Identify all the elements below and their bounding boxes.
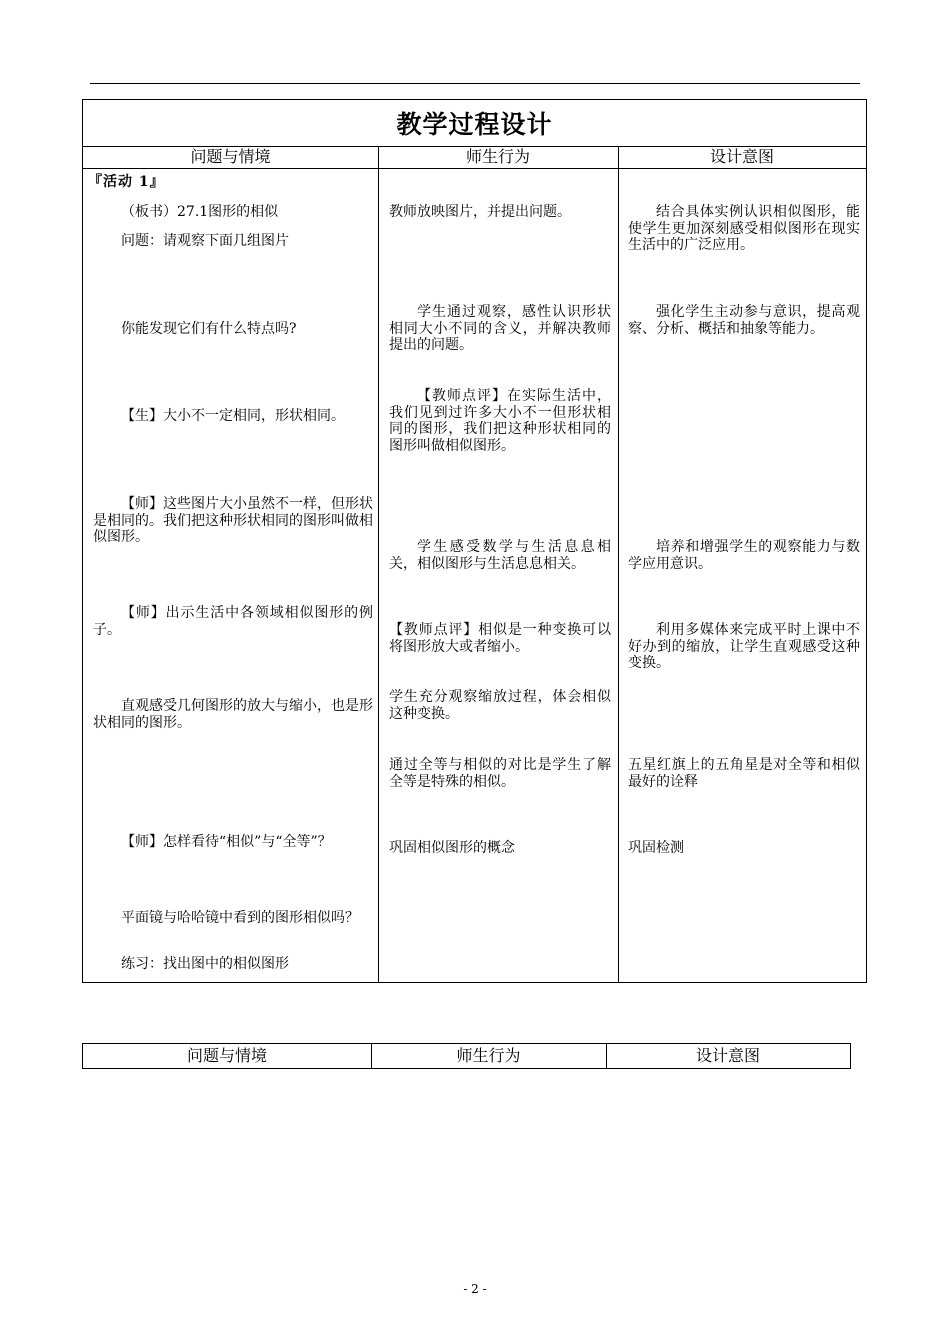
header-intent: 设计意图 [695, 1046, 760, 1065]
col2-text: 学生充分观察缩放过程，体会相似这种变换。 [389, 689, 611, 722]
col1-text: 练习：找出图中的相似图形 [121, 956, 289, 972]
col3-text: 五星红旗上的五角星是对全等和相似最好的诠释 [628, 757, 860, 790]
column-divider [618, 146, 619, 982]
col2-text: 学生通过观察，感性认识形状相同大小不同的含义，并解决教师提出的问题。 [389, 304, 611, 353]
header-rule [90, 83, 860, 84]
title-row [83, 100, 866, 147]
col3-text: 强化学生主动参与意识，提高观察、分析、概括和抽象等能力。 [628, 304, 860, 337]
continuation-table [82, 1043, 851, 1069]
col1-text: 你能发现它们有什么特点吗? [121, 321, 297, 337]
col1-text: 问题：请观察下面几组图片 [121, 233, 289, 249]
column-divider [378, 146, 379, 982]
table-title: 教学过程设计 [396, 110, 553, 139]
col1-text: 【师】这些图片大小虽然不一样，但形状是相同的。我们把这种形状相同的图形叫做相似图形。 [93, 496, 373, 545]
col2-text: 教师放映图片，并提出问题。 [389, 204, 571, 220]
header-problem: 问题与情境 [190, 147, 271, 166]
col1-text: 直观感受几何图形的放大与缩小，也是形状相同的图形。 [93, 698, 373, 731]
activity-label: 『活动 1』 [88, 174, 165, 190]
header-row [83, 146, 866, 169]
col3-text: 巩固检测 [628, 840, 684, 856]
col3-text: 培养和增强学生的观察能力与数学应用意识。 [628, 539, 860, 572]
header-intent: 设计意图 [709, 147, 774, 166]
col2-text: 学生感受数学与生活息息相关，相似图形与生活息息相关。 [389, 539, 611, 572]
lesson-design-table [82, 99, 867, 983]
col2-text: 【教师点评】在实际生活中，我们见到过许多大小不一但形状相同的图形，我们把这种形状相同的图形叫做相似图形。 [389, 388, 611, 454]
col3-text: 利用多媒体来完成平时上课中不好办到的缩放，让学生直观感受这种变换。 [628, 622, 860, 671]
col1-text: 【师】出示生活中各领域相似图形的例子。 [93, 605, 373, 638]
col1-text: （板书）27.1图形的相似 [121, 204, 279, 220]
col3-text: 结合具体实例认识相似图形，能使学生更加深刻感受相似图形在现实生活中的广泛应用。 [628, 204, 860, 253]
col1-text: 【生】大小不一定相同，形状相同。 [121, 408, 345, 424]
col2-text: 巩固相似图形的概念 [389, 840, 515, 856]
page-number: - 2 - [463, 1282, 487, 1296]
header-behavior: 师生行为 [465, 147, 530, 166]
col2-text: 通过全等与相似的对比是学生了解全等是特殊的相似。 [389, 757, 611, 790]
col1-text: 平面镜与哈哈镜中看到的图形相似吗？ [121, 910, 359, 926]
col1-text: 【师】怎样看待“相似”与“全等”？ [121, 834, 332, 850]
header-behavior: 师生行为 [456, 1046, 521, 1065]
header-problem: 问题与情境 [186, 1046, 267, 1065]
col2-text: 【教师点评】相似是一种变换可以将图形放大或者缩小。 [389, 622, 611, 655]
